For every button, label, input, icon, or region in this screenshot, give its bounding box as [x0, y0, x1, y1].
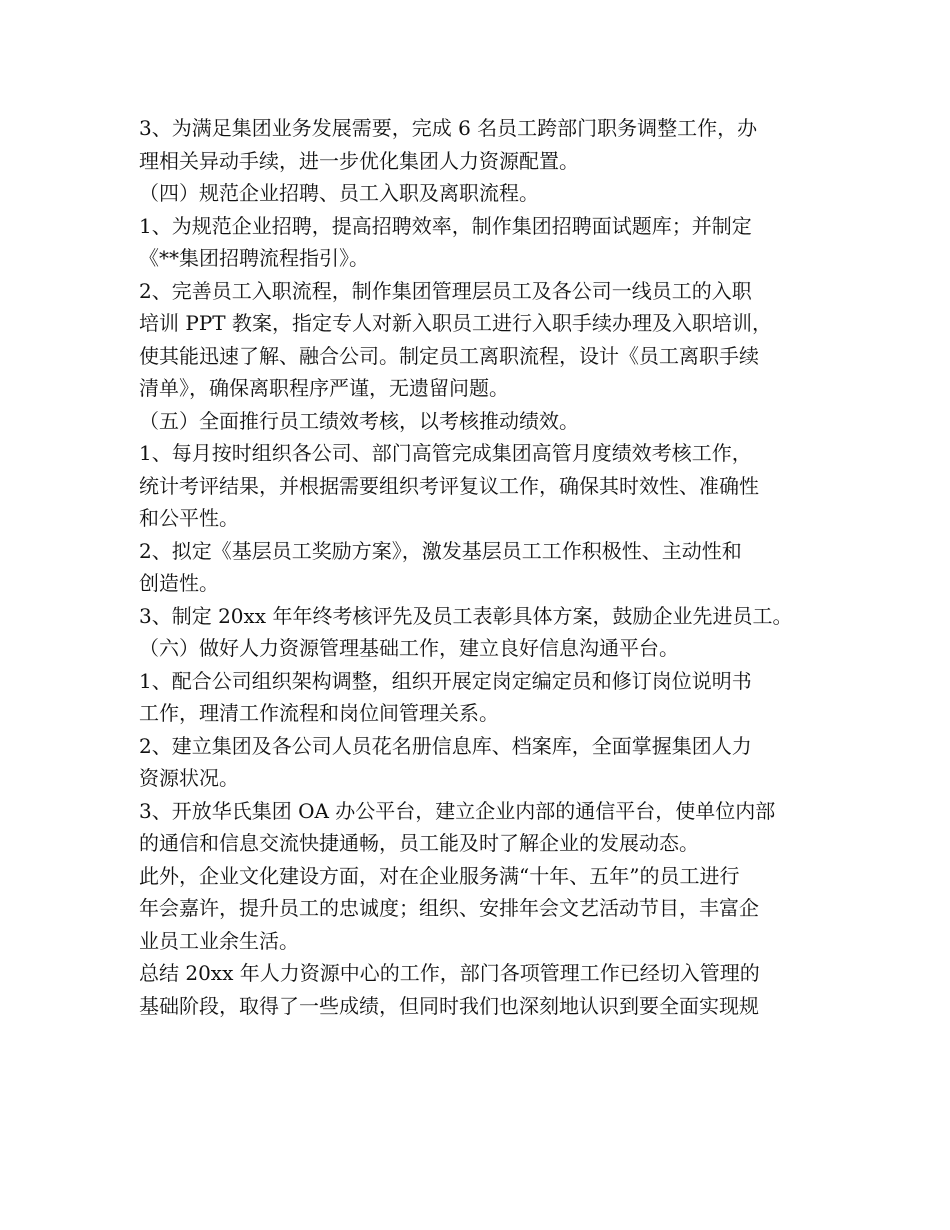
body-line: 2、建立集团及各公司人员花名册信息库、档案库，全面掌握集团人力: [139, 733, 752, 758]
body-line: 的通信和信息交流快捷通畅，员工能及时了解企业的发展动态。: [139, 831, 699, 855]
body-line: 清单》，确保离职程序严谨，无遗留问题。: [139, 376, 509, 400]
document-body: [139, 112, 829, 1022]
body-line: 业员工业余生活。: [139, 928, 299, 953]
body-line: 1、配合公司组织架构调整，组织开展定岗定编定员和修订岗位说明书: [139, 668, 752, 693]
body-line: 《**集团招聘流程指引》。: [139, 246, 369, 270]
body-line: 创造性。: [139, 571, 219, 595]
body-line: 理相关异动手续，进一步优化集团人力资源配置。: [139, 148, 579, 173]
body-line: 使其能迅速了解、融合公司。制定员工离职流程，设计《员工离职手续: [139, 343, 759, 368]
body-line: 总结 20xx 年人力资源中心的工作，部门各项管理工作已经切入管理的: [139, 961, 760, 985]
body-line: 此外，企业文化建设方面，对在企业服务满“十年、五年”的员工进行: [139, 863, 740, 888]
body-line: 资源状况。: [139, 766, 239, 790]
body-line: 年会嘉许，提升员工的忠诚度；组织、安排年会文艺活动节目，丰富企: [139, 896, 759, 920]
body-line: 统计考评结果，并根据需要组织考评复议工作，确保其时效性、准确性: [139, 473, 759, 498]
body-line: 2、完善员工入职流程，制作集团管理层员工及各公司一线员工的入职: [139, 278, 752, 303]
body-line: 和公平性。: [139, 506, 239, 530]
body-line: 基础阶段，取得了一些成绩，但同时我们也深刻地认识到要全面实现规: [139, 993, 759, 1018]
body-line: 1、每月按时组织各公司、部门高管完成集团高管月度绩效考核工作，: [139, 441, 752, 465]
section-heading: （六）做好人力资源管理基础工作，建立良好信息沟通平台。: [139, 636, 679, 660]
body-line: 3、开放华氏集团 OA 办公平台，建立企业内部的通信平台，使单位内部: [139, 798, 776, 823]
body-line: 3、制定 20xx 年年终考核评先及员工表彰具体方案，鼓励企业先进员工。: [139, 603, 793, 628]
body-line: 2、拟定《基层员工奖励方案》，激发基层员工工作积极性、主动性和: [139, 538, 742, 563]
section-heading: （五）全面推行员工绩效考核，以考核推动绩效。: [139, 408, 579, 433]
body-line: 1、为规范企业招聘，提高招聘效率，制作集团招聘面试题库；并制定: [139, 213, 752, 238]
section-heading: （四）规范企业招聘、员工入职及离职流程。: [139, 181, 539, 205]
body-line: 3、为满足集团业务发展需要，完成 6 名员工跨部门职务调整工作，办: [139, 116, 758, 140]
body-line: 工作，理清工作流程和岗位间管理关系。: [139, 701, 499, 725]
body-line: 培训 PPT 教案，指定专人对新入职员工进行入职手续办理及入职培训，: [139, 311, 772, 335]
